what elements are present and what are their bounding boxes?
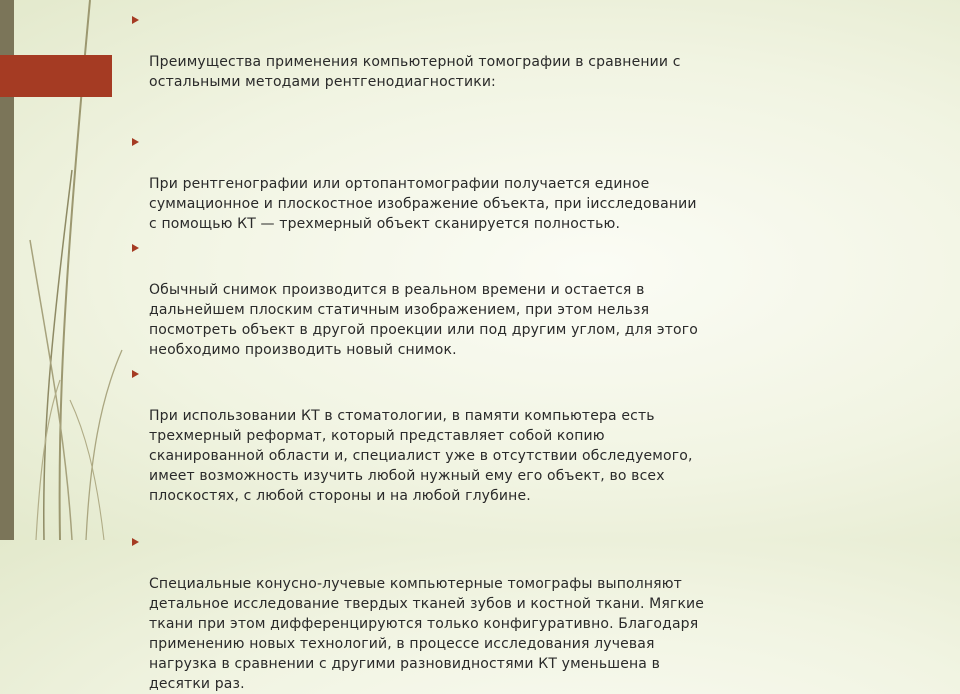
accent-tab: [0, 55, 112, 97]
bullet-text: При рентгенографии или ортопантомографии получается единое суммационное и плоскостное изображение объекта, при iисследовании с помощью КТ — трехмерный объект сканируется полностью.: [149, 176, 697, 232]
bullet-arrow-icon: [132, 244, 139, 252]
bullet-item: [130, 12, 780, 92]
bullet-arrow-icon: [132, 370, 139, 378]
bullet-list: [130, 12, 780, 694]
bullet-item: [130, 134, 780, 234]
bullet-text: При использовании КТ в стоматологии, в памяти компьютера есть трехмерный реформат, который представляет собой копию сканированной области и, специалист уже в отсутствии обследуемого, имеет возможность изучить любой нужный ему его объект, во всех плоскостях, с любой стороны и на любой глубине.: [149, 408, 693, 504]
bullet-item: [130, 366, 780, 506]
bullet-arrow-icon: [132, 538, 139, 546]
bullet-item: [130, 534, 780, 694]
bullet-text: Обычный снимок производится в реальном времени и остается в дальнейшем плоским статичным изображением, при этом нельзя посмотреть объект в другой проекции или под другим углом, для этого необходимо производить новый снимок.: [149, 282, 698, 358]
bullet-text: Преимущества применения компьютерной томографии в сравнении с остальными методами рентгенодиагностики:: [149, 54, 681, 90]
bullet-arrow-icon: [132, 138, 139, 146]
bullet-item: [130, 240, 780, 360]
bullet-arrow-icon: [132, 16, 139, 24]
bullet-text: Специальные конусно-лучевые компьютерные томографы выполняют детальное исследование твердых тканей зубов и костной ткани. Мягкие ткани при этом дифференцируются только конфигуративно. Благодаря применению новых технологий, в процессе исследования лучевая нагрузка в сравнении с другими разновидностями КТ уменьшена в десятки раз.: [149, 576, 705, 692]
